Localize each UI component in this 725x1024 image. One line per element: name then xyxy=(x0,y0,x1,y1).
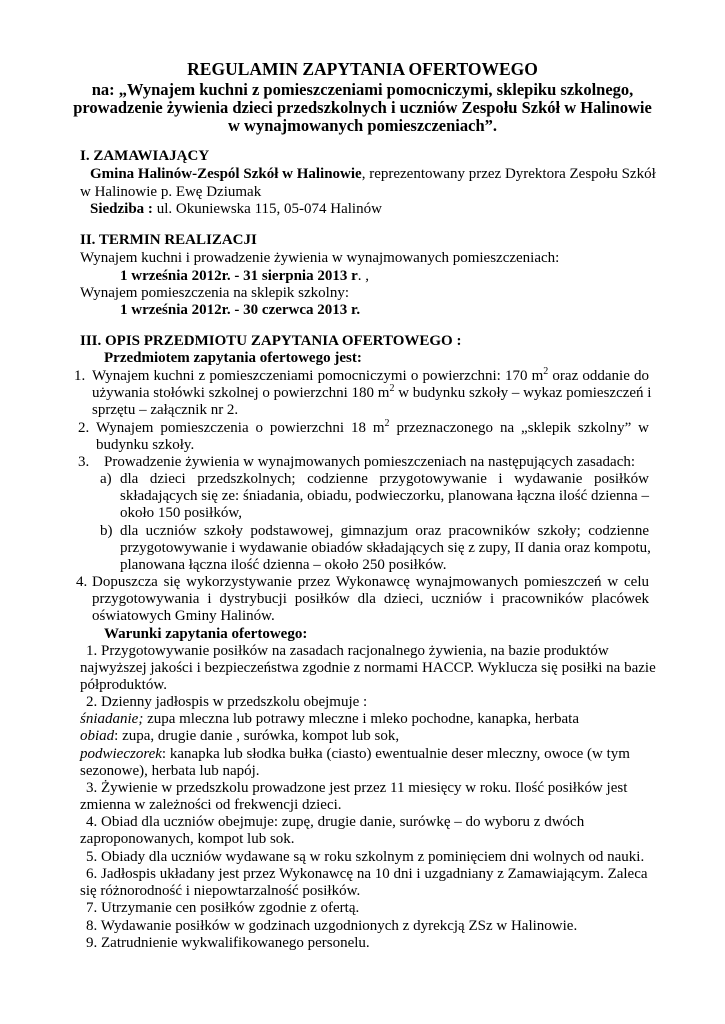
condition-1-line-1: 1. Przygotowywanie posiłków na zasadach racjonalnego żywienia, na bazie produktów xyxy=(86,643,609,659)
condition-8: 8. Wydawanie posiłków w godzinach uzgodnionych z dyrekcją ZSz w Halinowie. xyxy=(86,918,578,934)
item-1-line-3: sprzętu – załącznik nr 2. xyxy=(92,402,239,418)
item-2-text-a: Wynajem pomieszczenia o powierzchni 18 m xyxy=(96,420,385,436)
term-date-2: 1 września 2012r. - 30 czerwca 2013 r. xyxy=(120,302,361,318)
item-3b-line-1: dla uczniów szkoły podstawowej, gimnazjum oraz pracowników szkoły; codzienne xyxy=(120,523,649,539)
orderer-name: Gmina Halinów-Zespól Szkół w Halinowie xyxy=(90,166,362,182)
condition-3-line-2: zmienna w zależności od frekwencji dzieci. xyxy=(80,797,342,813)
dinner-text: : zupa, drugie danie , surówka, kompot lub sok, xyxy=(114,728,400,744)
item-1-text-b: oraz oddanie do xyxy=(548,368,650,384)
subtitle-line-3: w wynajmowanych pomieszczeniach”. xyxy=(227,116,498,135)
condition-4-line-2: zaproponowanych, kompot lub sok. xyxy=(80,831,295,847)
term-date-1-value: 1 września 2012r. - 31 sierpnia 2013 r xyxy=(120,268,358,284)
snack-label: podwieczorek xyxy=(80,746,162,762)
item-3-number: 3. xyxy=(78,454,90,470)
item-1-text-c: używania stołówki szkolnej o powierzchni 180 m xyxy=(92,385,390,401)
seat-address: ul. Okuniewska 115, 05-074 Halinów xyxy=(152,201,382,217)
document-title: REGULAMIN ZAPYTANIA OFERTOWEGO xyxy=(187,59,538,79)
subtitle-line-2: prowadzenie żywienia dzieci przedszkolnych i uczniów Zespołu Szkół w Halinowie xyxy=(73,98,652,117)
condition-5: 5. Obiady dla uczniów wydawane są w roku szkolnym z pominięciem dni wolnych od nauki. xyxy=(86,849,645,865)
item-3a-label: a) xyxy=(100,471,112,487)
condition-3-line-1: 3. Żywienie w przedszkolu prowadzone jest przez 11 miesięcy w roku. Ilość posiłków jest xyxy=(86,780,628,796)
item-2-number: 2. xyxy=(78,420,90,436)
condition-1-line-2: najwyższej jakości i bezpieczeństwa zgodnie z normami HACCP. Wyklucza się posiłki na bazie xyxy=(80,660,656,676)
orderer-line xyxy=(90,166,656,183)
orderer-rep-line-2: w Halinowie p. Ewę Dziumak xyxy=(80,184,262,200)
item-4-line-1: Dopuszcza się wykorzystywanie przez Wykonawcę wynajmowanych pomieszczeń w celu xyxy=(92,574,649,590)
condition-2-snack-line-2: sezonowe), herbata lub napój. xyxy=(80,763,260,779)
condition-6-line-1: 6. Jadłospis układany jest przez Wykonawcę na 10 dni i uzgadniany z Zamawiającym. Zaleca xyxy=(86,866,648,882)
item-3b-line-2: przygotowywanie i wydawanie obiadów składających się z zupy, II dania oraz kompotu, xyxy=(120,540,651,556)
condition-2-breakfast xyxy=(80,711,579,728)
dinner-label: obiad xyxy=(80,728,115,744)
condition-9: 9. Zatrudnienie wykwalifikowanego personelu. xyxy=(86,935,370,951)
breakfast-text: zupa mleczna lub potrawy mleczne i mleko pochodne, kanapka, herbata xyxy=(143,711,579,727)
item-4-line-3: oświatowych Gminy Halinów. xyxy=(92,608,275,624)
item-1-number: 1. xyxy=(74,368,86,384)
snack-text: : kanapka lub słodka bułka (ciasto) ewentualnie deser mleczny, owoce (w tym xyxy=(161,746,630,762)
item-4-number: 4. xyxy=(76,574,88,590)
condition-6-line-2: się różnorodność i niepowtarzalność posiłków. xyxy=(80,883,361,899)
item-1-text-a: Wynajem kuchni z pomieszczeniami pomocniczymi o powierzchni: 170 m xyxy=(92,368,544,384)
term-date-1-suffix: . , xyxy=(357,268,370,284)
section-3-subheading: Przedmiotem zapytania ofertowego jest: xyxy=(104,350,362,366)
section-3-heading: III. OPIS PRZEDMIOTU ZAPYTANIA OFERTOWEGO : xyxy=(80,333,462,349)
item-1-line-1 xyxy=(92,368,649,385)
item-3b-line-3: planowana łączna ilość dzienna – około 250 posiłków. xyxy=(120,557,447,573)
term-line-2: Wynajem pomieszczenia na sklepik szkolny: xyxy=(80,285,350,301)
item-4-line-2: przygotowywania i dystrybucji posiłków dla dzieci, uczniów i pracowników placówek xyxy=(92,591,649,607)
item-3a-line-1: dla dzieci przedszkolnych; codzienne przygotowywanie i wydawanie posiłków xyxy=(120,471,649,487)
conditions-heading: Warunki zapytania ofertowego: xyxy=(104,626,308,642)
item-1-text-d: w budynku szkoły – wykaz pomieszczeń i xyxy=(394,385,652,401)
item-2-sup: 2 xyxy=(384,418,390,429)
subtitle-line-1: na: „Wynajem kuchni z pomieszczeniami pomocniczymi, sklepiku szkolnego, xyxy=(91,80,634,99)
item-1-sup: 2 xyxy=(543,366,549,377)
section-2-heading: II. TERMIN REALIZACJI xyxy=(80,232,257,248)
section-1-heading: I. ZAMAWIAJĄCY xyxy=(80,148,210,164)
seat-line xyxy=(90,201,382,218)
orderer-rep: , reprezentowany przez Dyrektora Zespołu Szkół xyxy=(361,166,656,182)
seat-label: Siedziba : xyxy=(90,201,153,217)
item-2-line-1 xyxy=(96,420,649,437)
condition-1-line-3: półproduktów. xyxy=(80,677,167,693)
item-3b-label: b) xyxy=(100,523,113,539)
item-2-text-b: przeznaczonego na „sklepik szkolny” w xyxy=(389,420,649,436)
condition-2-dinner xyxy=(80,728,399,745)
term-line-1: Wynajem kuchni i prowadzenie żywienia w wynajmowanych pomieszczeniach: xyxy=(80,250,560,266)
condition-4-line-1: 4. Obiad dla uczniów obejmuje: zupę, drugie danie, surówkę – do wyboru z dwóch xyxy=(86,814,585,830)
item-2-line-2: budynku szkoły. xyxy=(96,437,195,453)
item-1-line-2 xyxy=(92,383,652,402)
term-date-1 xyxy=(120,268,369,285)
condition-2-snack xyxy=(80,746,630,763)
item-3-text: Prowadzenie żywienia w wynajmowanych pomieszczeniach na następujących zasadach: xyxy=(104,454,636,470)
item-3a-line-3: około 150 posiłków, xyxy=(120,505,242,521)
item-3a-line-2: składających się ze: śniadania, obiadu, podwieczorku, planowana łączna ilość dzienna – xyxy=(120,488,649,504)
item-1-sup-2: 2 xyxy=(389,383,395,394)
condition-7: 7. Utrzymanie cen posiłków zgodnie z ofertą. xyxy=(86,900,360,916)
condition-2: 2. Dzienny jadłospis w przedszkolu obejmuje : xyxy=(86,694,368,710)
breakfast-label: śniadanie; xyxy=(80,711,144,727)
